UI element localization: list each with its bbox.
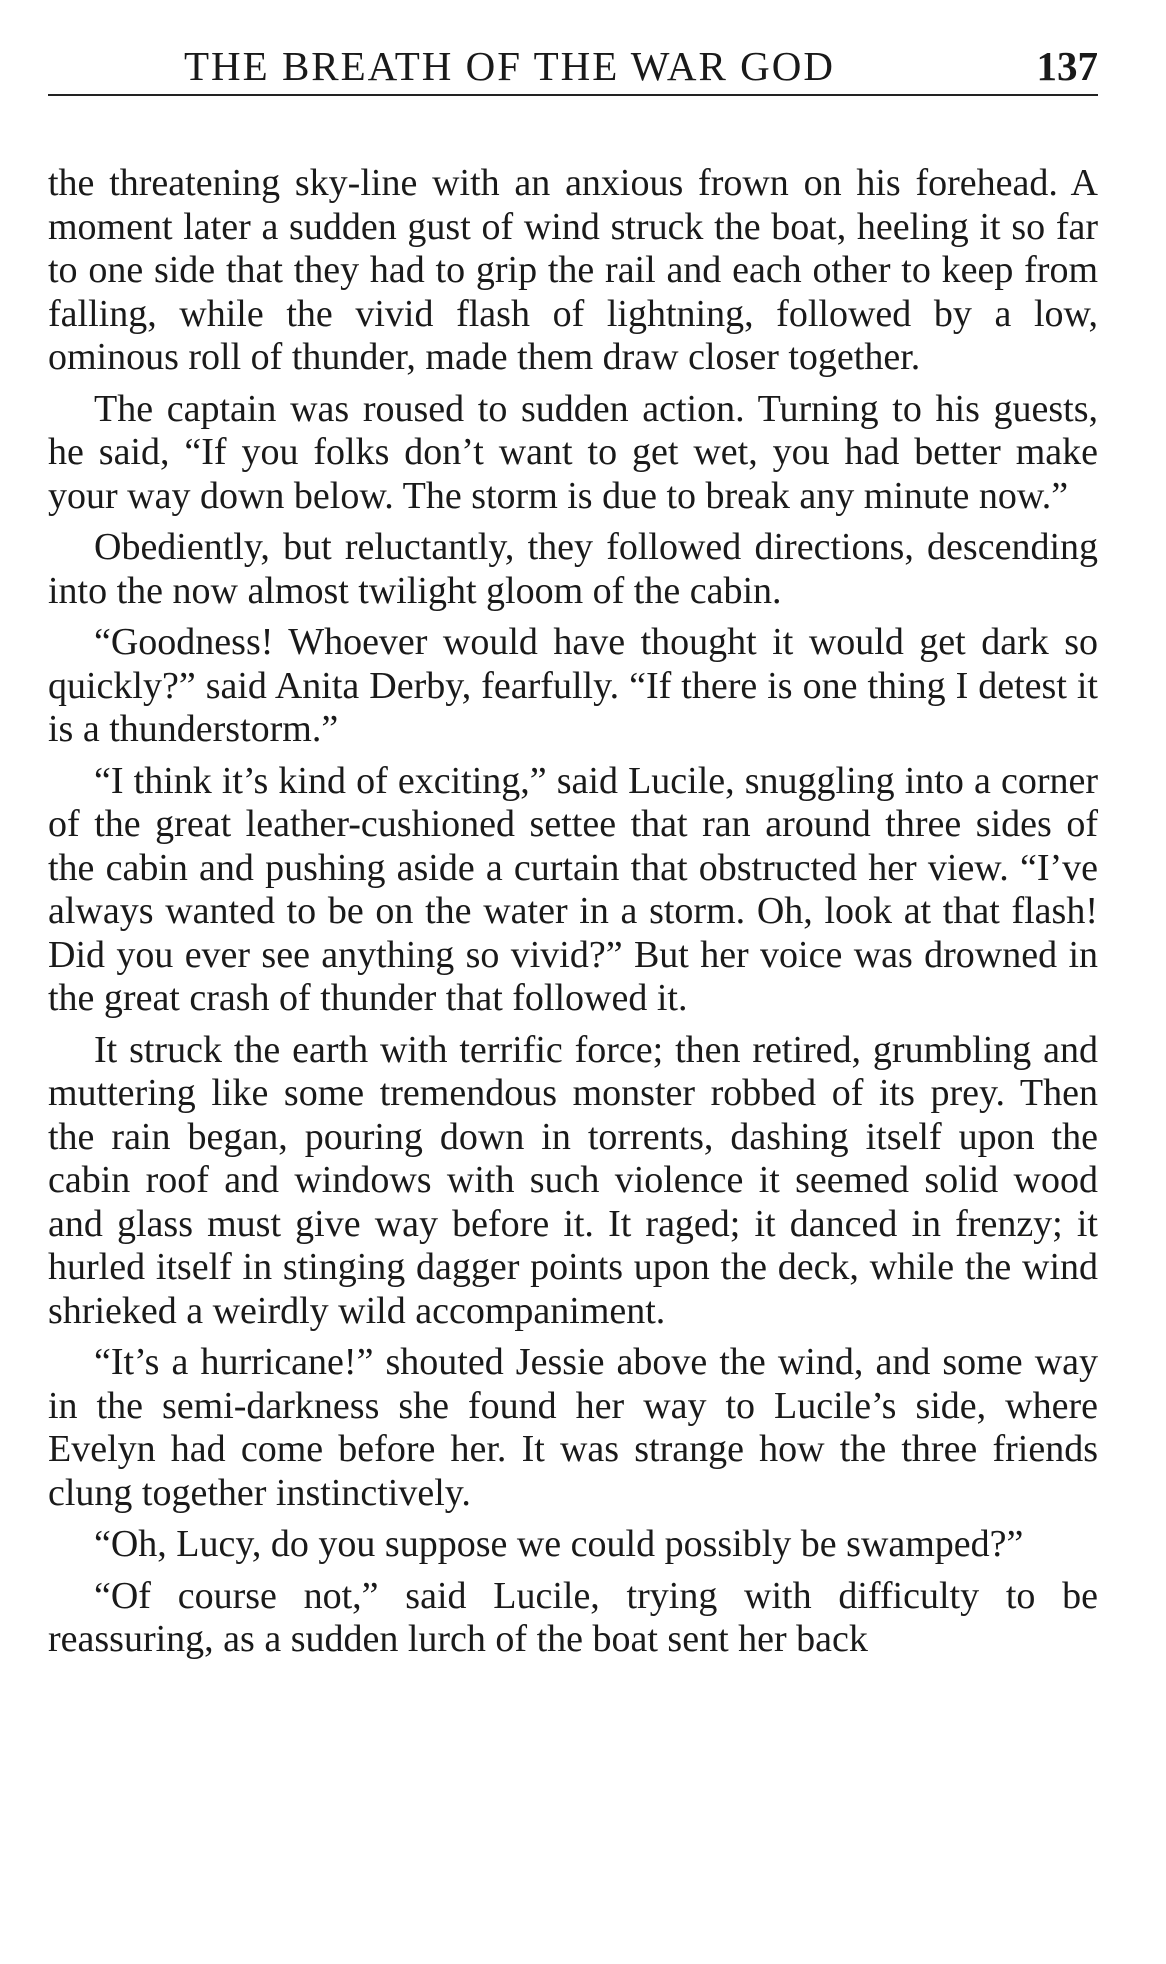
body-text [48, 162, 1098, 1662]
paragraph: The captain was roused to sudden action. Turning to his guests, he said, “If you folks don’t want to get wet, you had better make your way down below. The storm is due to break any minute now.” [48, 387, 1098, 517]
running-header [48, 30, 1098, 96]
paragraph: “Oh, Lucy, do you suppose we could possibly be swamped?” [94, 1523, 1024, 1565]
paragraph: “Of course not,” said Lucile, trying with difficulty to be reassuring, as a sudden lurch of the boat sent her back [48, 1574, 1098, 1660]
paragraph: “Goodness! Whoever would have thought it would get dark so quickly?” said Anita Derby, fearfully. “If there is one thing I detest it is a thunderstorm.” [48, 621, 1098, 750]
paragraph: “I think it’s kind of exciting,” said Lucile, snuggling into a corner of the great leather-cushioned settee that ran around three sides of the cabin and pushing aside a curtain that obstructed her view. “I’ve always wanted to be on the water in a storm. Oh, look at that flash! Did you ever see anything so vivid?” But her voice was drowned in the great crash of thunder that followed it. [48, 759, 1098, 1019]
running-title: THE BREATH OF THE WAR GOD [184, 43, 835, 89]
paragraph-continued: the threatening sky-line with an anxious frown on his forehead. A moment later a sudden gust of wind struck the boat, heeling it so far to one side that they had to grip the rail and each other to keep from falling, while the vivid flash of lightning, followed by a low, ominous roll of thunder, made them draw closer together. [48, 162, 1098, 378]
paragraph: Obediently, but reluctantly, they followed directions, descending into the now almost twilight gloom of the cabin. [48, 526, 1098, 612]
book-page [48, 30, 1098, 1670]
paragraph: It struck the earth with terrific force; then retired, grumbling and muttering like some tremendous monster robbed of its prey. Then the rain began, pouring down in torrents, dashing itself upon the cabin roof and windows with such violence it seemed solid wood and glass must give way before it. It raged; it danced in frenzy; it hurled itself in stinging dagger points upon the deck, while the wind shrieked a weirdly wild accompaniment. [48, 1028, 1098, 1332]
paragraph: “It’s a hurricane!” shouted Jessie above the wind, and some way in the semi-darkness she found her way to Lucile’s side, where Evelyn had come before her. It was strange how the three friends clung together instinctively. [48, 1341, 1098, 1514]
page-number: 137 [1036, 43, 1098, 89]
